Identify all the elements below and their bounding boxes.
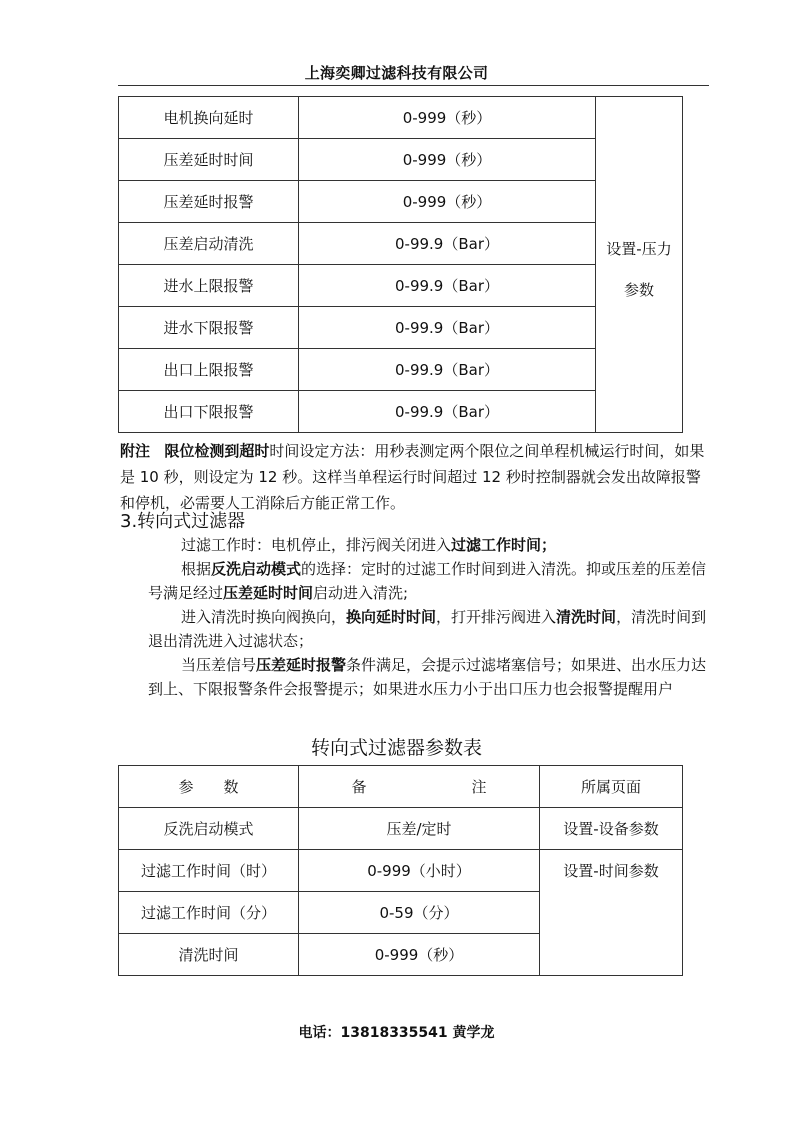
paragraph-bold: 换向延时时间 <box>346 608 437 626</box>
param-range-cell: 0-999（秒） <box>299 139 596 181</box>
page-cell: 设置-设备参数 <box>540 808 683 850</box>
param-name-cell: 进水下限报警 <box>119 307 299 349</box>
page-cell <box>596 97 683 433</box>
paragraph-cleaning <box>148 605 710 653</box>
paragraph-text: 的选择：定时的过滤工作时间到进入清洗。抑或压差的压差信号满足经过 <box>148 560 707 602</box>
section-title: 3.转向式过滤器 <box>120 511 246 532</box>
table-row <box>119 808 683 850</box>
paragraph-backwash-mode <box>148 557 710 605</box>
column-header: 参 数 <box>119 766 299 808</box>
param-note-cell: 0-999（小时） <box>299 850 540 892</box>
paragraph-bold: 清洗时间 <box>556 608 617 626</box>
paragraph-text: ，打开排污阀进入 <box>436 608 557 626</box>
param-name-cell: 出口下限报警 <box>119 391 299 433</box>
param-range-cell: 0-99.9（Bar） <box>299 349 596 391</box>
paragraph-text: 启动进入清洗; <box>313 584 409 602</box>
param-name-cell: 压差启动清洗 <box>119 223 299 265</box>
note-text: 时间设定方法：用秒表测定两个限位之间单程机械运行时间，如果是 10 秒，则设定为 12 秒。这样当单程运行时间超过 12 秒时控制器就会发出故障报警和停机，必需要人工消除后方能正常工作。 <box>120 442 705 512</box>
param-range-cell: 0-99.9（Bar） <box>299 265 596 307</box>
param-name-cell: 过滤工作时间（时） <box>119 850 299 892</box>
paragraph-bold: 压差延时报警 <box>256 656 347 674</box>
paragraph-text: 进入清洗时换向阀换向， <box>181 608 347 626</box>
contact-footer: 电话：13818335541 黄学龙 <box>298 1025 495 1041</box>
note-paragraph <box>120 438 712 516</box>
table-title: 转向式过滤器参数表 <box>310 737 482 759</box>
header-divider <box>118 85 709 86</box>
paragraph-text: 条件满足，会提示过滤堵塞信号；如果进、出水压力达到上、下限报警条件会报警提示；如果进水压力小于出口压力也会报警提醒用户 <box>148 656 707 698</box>
param-note-cell: 0-999（秒） <box>299 934 540 976</box>
page-cell: 设置-时间参数 <box>540 850 683 976</box>
param-range-cell: 0-99.9（Bar） <box>299 391 596 433</box>
paragraph-bold: 反洗启动模式 <box>211 560 302 578</box>
paragraph-text: 当压差信号 <box>181 656 257 674</box>
param-name-cell: 压差延时时间 <box>119 139 299 181</box>
param-name-cell: 压差延时报警 <box>119 181 299 223</box>
note-label: 附注 <box>120 442 151 460</box>
param-name-cell: 电机换向延时 <box>119 97 299 139</box>
param-name-cell: 过滤工作时间（分） <box>119 892 299 934</box>
pressure-parameter-table <box>118 96 683 433</box>
column-header: 备 注 <box>299 766 540 808</box>
param-range-cell: 0-999（秒） <box>299 97 596 139</box>
param-range-cell: 0-999（秒） <box>299 181 596 223</box>
paragraph-text: 根据 <box>181 560 212 578</box>
table-row <box>119 850 683 892</box>
column-header: 所属页面 <box>540 766 683 808</box>
param-name-cell: 出口上限报警 <box>119 349 299 391</box>
table-row <box>119 97 683 139</box>
filter-parameter-table <box>118 765 683 976</box>
paragraph-bold: 压差延时时间 <box>223 584 314 602</box>
param-note-cell: 0-59（分） <box>299 892 540 934</box>
page-label-line1: 设置-压力 <box>606 240 672 258</box>
param-range-cell: 0-99.9（Bar） <box>299 307 596 349</box>
paragraph-text: 过滤工作时：电机停止，排污阀关闭进入 <box>181 536 452 554</box>
table-header-row <box>119 766 683 808</box>
param-name-cell: 进水上限报警 <box>119 265 299 307</box>
company-header: 上海奕卿过滤科技有限公司 <box>304 64 489 82</box>
paragraph-bold: 过滤工作时间； <box>451 536 557 554</box>
page-label-line2: 参数 <box>623 281 654 299</box>
param-name-cell: 反洗启动模式 <box>119 808 299 850</box>
param-name-cell: 清洗时间 <box>119 934 299 976</box>
paragraph-filtering <box>148 533 710 557</box>
param-note-cell: 压差/定时 <box>299 808 540 850</box>
param-range-cell: 0-99.9（Bar） <box>299 223 596 265</box>
paragraph-text: ，清洗时间到退出清洗进入过滤状态； <box>148 608 707 650</box>
note-bold-text: 限位检测到超时 <box>164 442 270 460</box>
paragraph-alarm <box>148 653 710 701</box>
